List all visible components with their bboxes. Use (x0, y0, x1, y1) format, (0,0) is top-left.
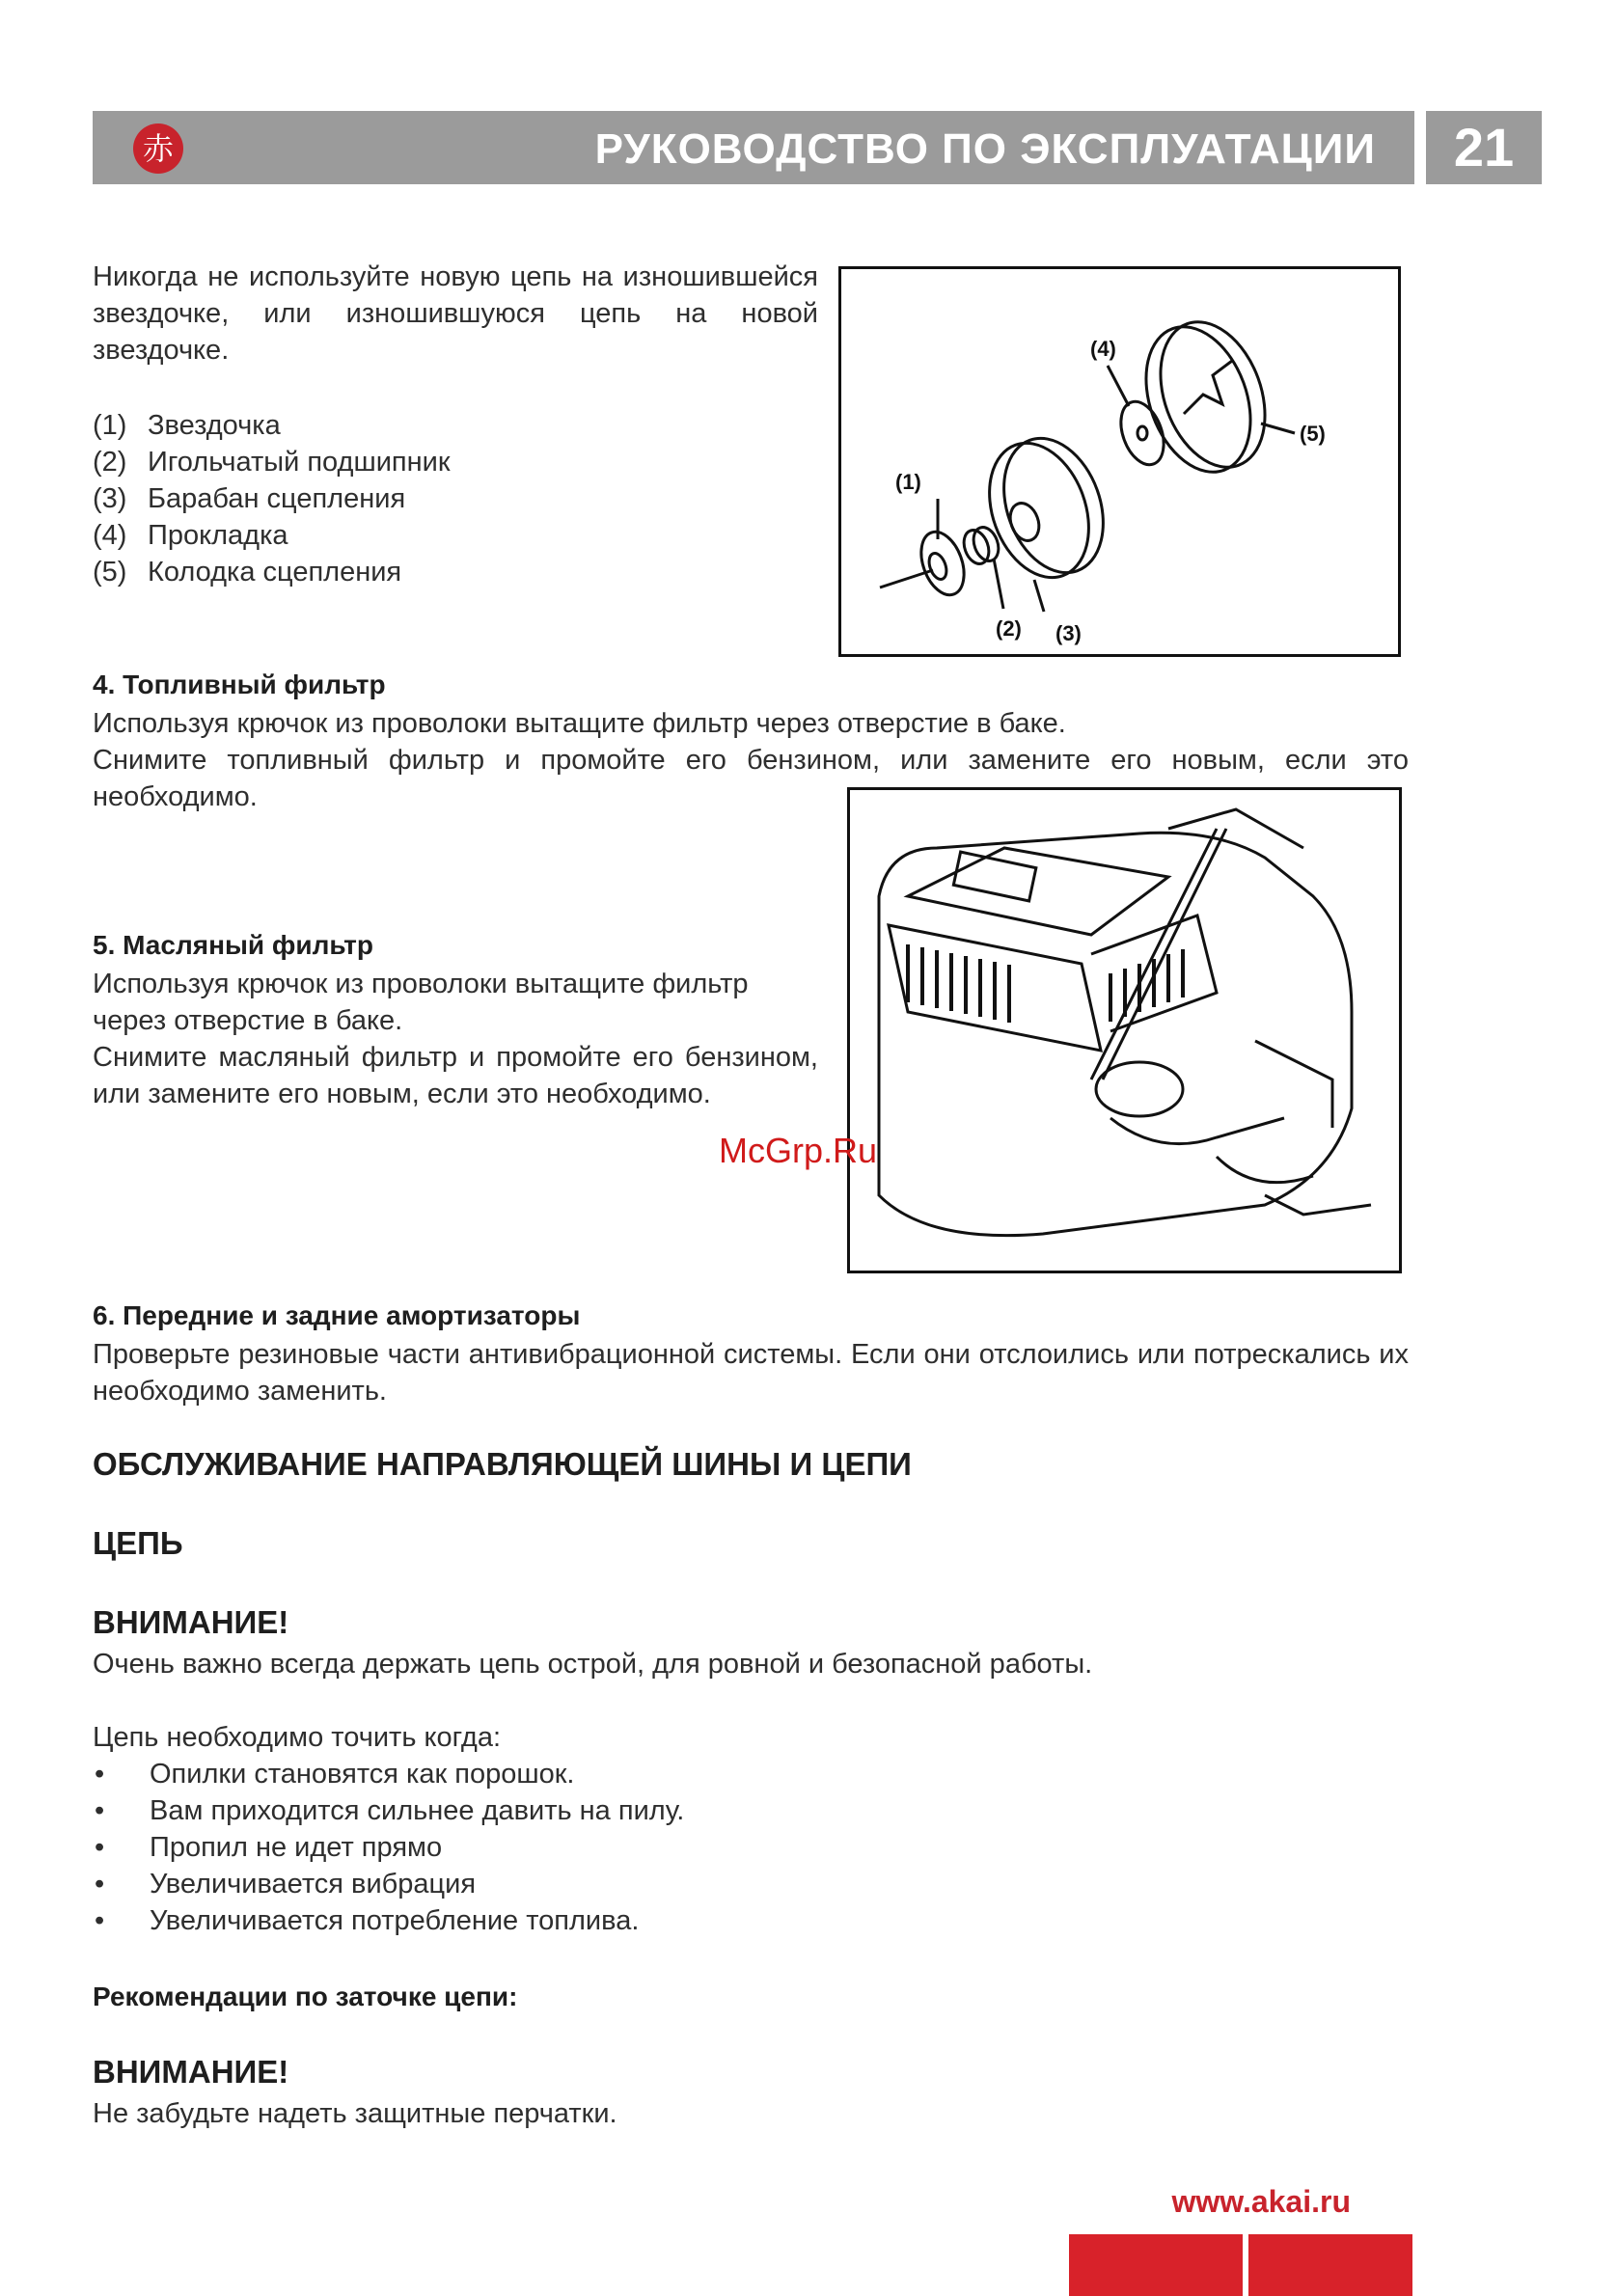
sprocket-intro: Никогда не используйте новую цепь на изношившейся звездочке, или изношившуюся цепь на новой звездочке. (93, 261, 818, 366)
dampers-heading: 6. Передние и задние амортизаторы (93, 1300, 581, 1330)
sharpen-list (93, 1756, 1414, 1939)
clutch-diagram (838, 266, 1401, 657)
akai-logo: 赤 (133, 123, 183, 174)
list-item: • Опилки становятся как порошок. (95, 1759, 575, 1790)
fuel-filter-line2: Снимите топливный фильтр и промойте его бензином, или замените его новым, если это необходимо. (93, 745, 1409, 812)
chain-heading: ЦЕПЬ (93, 1525, 183, 1561)
fig-label-2: (2) (996, 616, 1022, 641)
oil-filter-heading: 5. Масляный фильтр (93, 930, 373, 960)
fuel-filter-line1: Используя крючок из проволоки вытащите фильтр через отверстие в баке. (93, 708, 1066, 739)
page-title: РУКОВОДСТВО ПО ЭКСПЛУАТАЦИИ (594, 125, 1376, 173)
tank-drawing (850, 790, 1399, 1271)
fig-label-4: (4) (1090, 337, 1116, 361)
tank-diagram (847, 787, 1402, 1273)
warning2-heading: ВНИМАНИЕ! (93, 2054, 289, 2090)
recommendations-heading: Рекомендации по заточке цепи: (93, 1982, 518, 2011)
bar-chain-heading: ОБСЛУЖИВАНИЕ НАПРАВЛЯЮЩЕЙ ШИНЫ И ЦЕПИ (93, 1446, 912, 1482)
oil-filter-line1: Используя крючок из проволоки вытащите фильтр через отверстие в баке. (93, 969, 749, 1036)
list-item: • Увеличивается вибрация (95, 1869, 477, 1900)
fig-label-1: (1) (895, 470, 921, 494)
sharpen-intro: Цепь необходимо точить когда: (93, 1722, 502, 1753)
footer-url[interactable]: www.akai.ru (1171, 2184, 1351, 2219)
list-item: (5) Колодка сцепления (93, 557, 402, 588)
warning1-heading: ВНИМАНИЕ! (93, 1604, 289, 1640)
oil-filter-line2: Снимите масляный фильтр и промойте его бензином, или замените его новым, если это необходимо. (93, 1042, 818, 1109)
warning2-text: Не забудьте надеть защитные перчатки. (93, 2098, 617, 2129)
fig-label-3: (3) (1055, 621, 1082, 645)
footer-accent-bar (1248, 2234, 1412, 2296)
list-item: • Увеличивается потребление топлива. (95, 1905, 640, 1936)
fuel-filter-heading: 4. Топливный фильтр (93, 670, 386, 699)
dampers-text: Проверьте резиновые части антивибрационной системы. Если они отслоились или потрескались их необходимо заменить. (93, 1339, 1409, 1407)
clutch-drawing (841, 269, 1398, 654)
list-item: (4) Прокладка (93, 520, 288, 551)
fig-label-5: (5) (1300, 422, 1326, 446)
list-item: • Вам приходится сильнее давить на пилу. (95, 1795, 685, 1826)
list-item: (3) Барабан сцепления (93, 483, 406, 514)
parts-list (93, 407, 768, 590)
footer-accent-bar (1069, 2234, 1243, 2296)
watermark: McGrp.Ru (719, 1131, 878, 1170)
list-item: • Пропил не идет прямо (95, 1832, 443, 1863)
warning1-text: Очень важно всегда держать цепь острой, для ровной и безопасной работы. (93, 1649, 1093, 1680)
list-item: (2) Игольчатый подшипник (93, 447, 451, 478)
list-item: (1) Звездочка (93, 410, 281, 441)
page-number: 21 (1426, 111, 1542, 184)
